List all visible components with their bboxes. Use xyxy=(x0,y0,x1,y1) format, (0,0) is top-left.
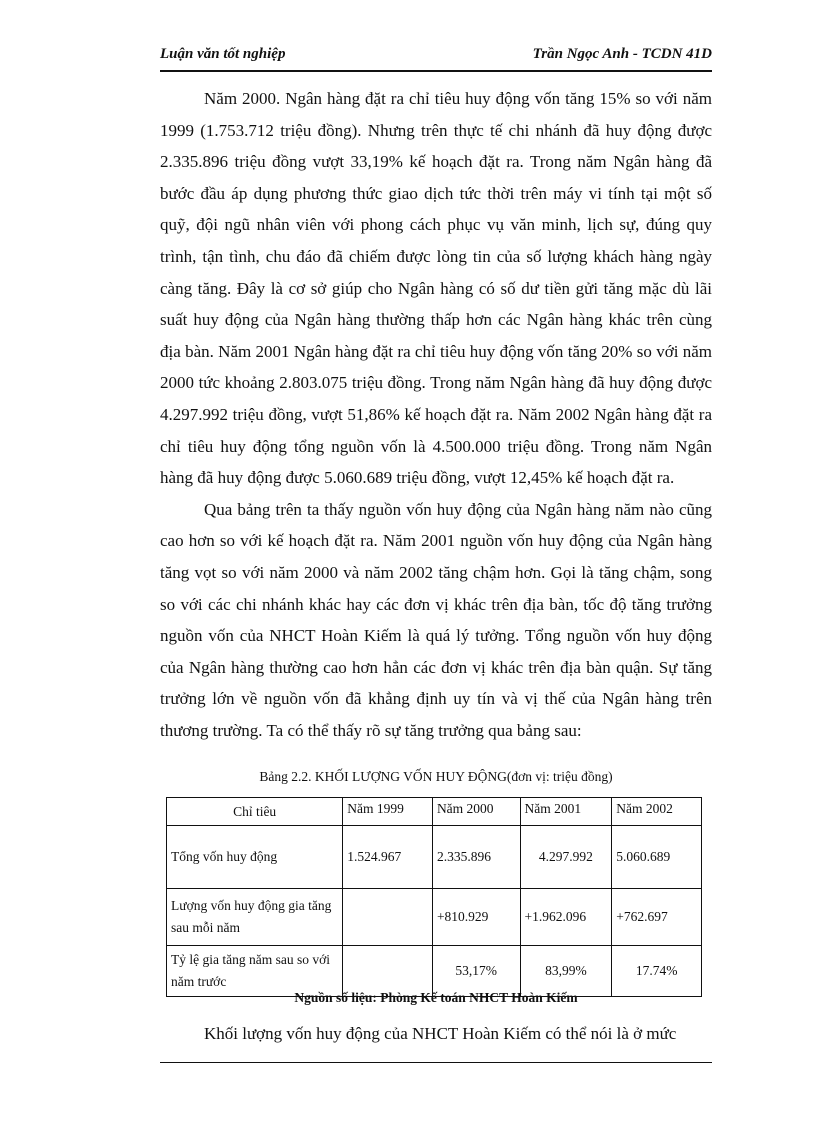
table-cell xyxy=(343,946,433,997)
table-row xyxy=(167,826,702,889)
header-divider xyxy=(160,70,712,72)
table-cell: +810.929 xyxy=(432,889,520,946)
table-cell-label: Lượng vốn huy động gia tăng sau mỗi năm xyxy=(167,889,343,946)
table-cell: +762.697 xyxy=(612,889,702,946)
table-header-cell: Chỉ tiêu xyxy=(167,798,343,826)
table-cell: 1.524.967 xyxy=(343,826,433,889)
header-thesis-title: Luận văn tốt nghiệp xyxy=(160,46,286,62)
table-cell: +1.962.096 xyxy=(520,889,612,946)
table-header-cell: Năm 1999 xyxy=(343,798,433,826)
table-header-cell: Năm 2002 xyxy=(612,798,702,826)
table-row xyxy=(167,946,702,997)
footer-divider xyxy=(160,1062,712,1063)
closing-paragraph: Khối lượng vốn huy động của NHCT Hoàn Kiếm có thể nói là ở mức xyxy=(204,1024,677,1043)
table-cell: 83,99% xyxy=(520,946,612,997)
table-cell xyxy=(343,889,433,946)
paragraph: Năm 2000. Ngân hàng đặt ra chỉ tiêu huy động vốn tăng 15% so với năm 1999 (1.753.712 triệu đồng). Nhưng trên thực tế chi nhánh đã huy động được 2.335.896 triệu đồng vượt 33,19% kế hoạch đặt ra. Trong năm Ngân hàng đã bước đầu áp dụng phương thức giao dịch tức thời trên máy vi tính tại một số quỹ, đội ngũ nhân viên với phong cách phục vụ văn minh, lịch sự, đúng quy trình, tận tình, chu đáo đã chiếm được lòng tin của số lượng khách hàng ngày càng tăng. Đây là cơ sở giúp cho Ngân hàng có số dư tiền gửi tăng mặc dù lãi suất huy động của Ngân hàng thường thấp hơn các Ngân hàng khác trên cùng địa bàn. Năm 2001 Ngân hàng đặt ra chỉ tiêu huy động vốn tăng 20% so với năm 2000 tức khoảng 2.803.075 triệu đồng. Trong năm Ngân hàng đã huy động được 4.297.992 triệu đồng, vượt 51,86% kế hoạch đặt ra. Năm 2002 Ngân hàng đặt ra chỉ tiêu huy động tổng nguồn vốn là 4.500.000 triệu đồng. Trong năm Ngân hàng đã huy động được 5.060.689 triệu đồng, vượt 12,45% kế hoạch đặt ra. xyxy=(160,89,712,488)
table-header-row xyxy=(167,798,702,826)
capital-table xyxy=(166,797,702,997)
table-cell: 53,17% xyxy=(432,946,520,997)
table-header-cell: Năm 2000 xyxy=(432,798,520,826)
table-cell: 2.335.896 xyxy=(432,826,520,889)
table-cell-label: Tỷ lệ gia tăng năm sau so với năm trước xyxy=(167,946,343,997)
header-author: Trần Ngọc Anh - TCDN 41D xyxy=(532,46,712,62)
paragraph: Qua bảng trên ta thấy nguồn vốn huy động của Ngân hàng năm nào cũng cao hơn so với kế hoạch đặt ra. Năm 2001 nguồn vốn huy động của Ngân hàng tăng vọt so với năm 2000 và năm 2002 tăng chậm hơn. Gọi là tăng chậm, song so với các chi nhánh khác hay các đơn vị khác trên địa bàn, tốc độ tăng trưởng nguồn vốn của NHCT Hoàn Kiếm là quá lý tưởng. Tổng nguồn vốn huy động của Ngân hàng thường cao hơn hẳn các đơn vị khác trên địa bàn quận. Sự tăng trưởng lớn về nguồn vốn đã khẳng định uy tín và vị thế của Ngân hàng trên thương trường. Ta có thể thấy rõ sự tăng trưởng qua bảng sau: xyxy=(160,499,712,740)
table-caption: Bảng 2.2. KHỐI LƯỢNG VỐN HUY ĐỘNG(đơn vị: triệu đồng) xyxy=(259,769,613,784)
table-header-cell: Năm 2001 xyxy=(520,798,612,826)
table-row xyxy=(167,889,702,946)
table-cell: 17.74% xyxy=(612,946,702,997)
table-source: Nguồn số liệu: Phòng Kế toán NHCT Hoàn Kiếm xyxy=(294,990,578,1005)
body-text xyxy=(160,83,712,746)
page-header xyxy=(160,46,712,68)
table-cell: 5.060.689 xyxy=(612,826,702,889)
table-cell-label: Tổng vốn huy động xyxy=(167,826,343,889)
table-cell: 4.297.992 xyxy=(520,826,612,889)
